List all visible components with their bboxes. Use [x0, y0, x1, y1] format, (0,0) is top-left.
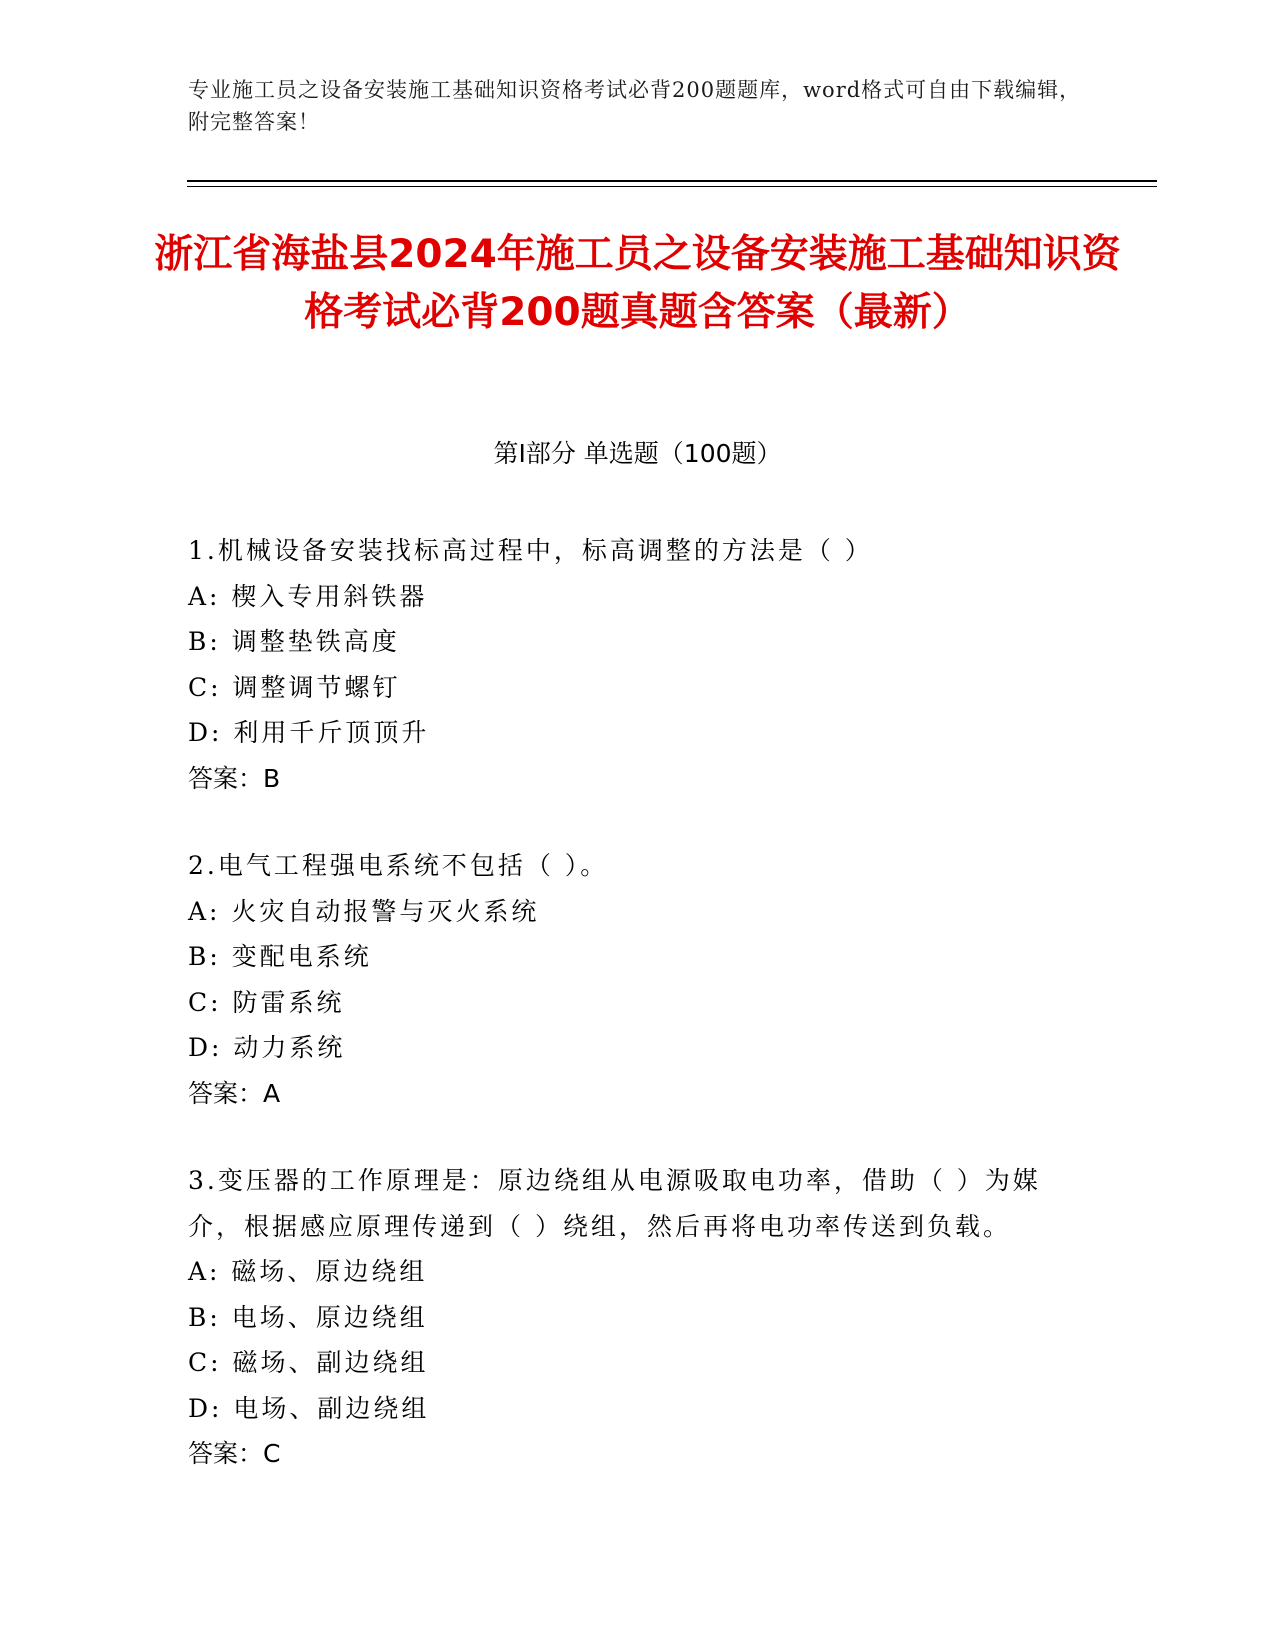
header-rule-thick — [187, 180, 1157, 182]
option-d: D: 利用千斤顶顶升 — [188, 718, 430, 747]
option-d: D: 电场、副边绕组 — [188, 1393, 430, 1423]
question-2 — [188, 843, 1088, 1116]
option-a: A: 楔入专用斜铁器 — [188, 581, 428, 611]
answer: 答案：A — [188, 1078, 281, 1108]
question-1 — [188, 528, 1088, 801]
question-list — [188, 528, 1088, 1519]
option-b: B: 电场、原边绕组 — [188, 1302, 428, 1332]
option-c: C: 防雷系统 — [188, 987, 345, 1017]
answer: 答案：C — [188, 1439, 281, 1468]
option-b: B: 调整垫铁高度 — [188, 627, 400, 656]
question-stem: 3.变压器的工作原理是：原边绕组从电源吸取电功率，借助（ ）为媒介，根据感应原理传递到（ ）绕组，然后再将电功率传送到负载。 — [188, 1166, 1041, 1241]
document-title: 浙江省海盐县2024年施工员之设备安装施工基础知识资格考试必背200题真题含答案（最新） — [154, 232, 1121, 335]
option-a: A: 火灾自动报警与灭火系统 — [188, 896, 540, 926]
question-3 — [188, 1158, 1088, 1477]
question-stem: 1.机械设备安装找标高过程中，标高调整的方法是（ ） — [188, 536, 873, 565]
option-b: B: 变配电系统 — [188, 942, 372, 971]
answer: 答案：B — [188, 763, 281, 793]
section-title: 第Ⅰ部分 单选题（100题） — [493, 439, 782, 468]
header-note: 专业施工员之设备安装施工基础知识资格考试必背200题题库，word格式可自由下载编辑，附完整答案！ — [188, 78, 1082, 134]
option-c: C: 磁场、副边绕组 — [188, 1348, 429, 1377]
header-rule-thin — [187, 186, 1157, 187]
question-stem: 2.电气工程强电系统不包括（ ）。 — [188, 851, 609, 880]
option-a: A: 磁场、原边绕组 — [188, 1257, 428, 1286]
option-d: D: 动力系统 — [188, 1033, 346, 1062]
option-c: C: 调整调节螺钉 — [188, 672, 401, 702]
